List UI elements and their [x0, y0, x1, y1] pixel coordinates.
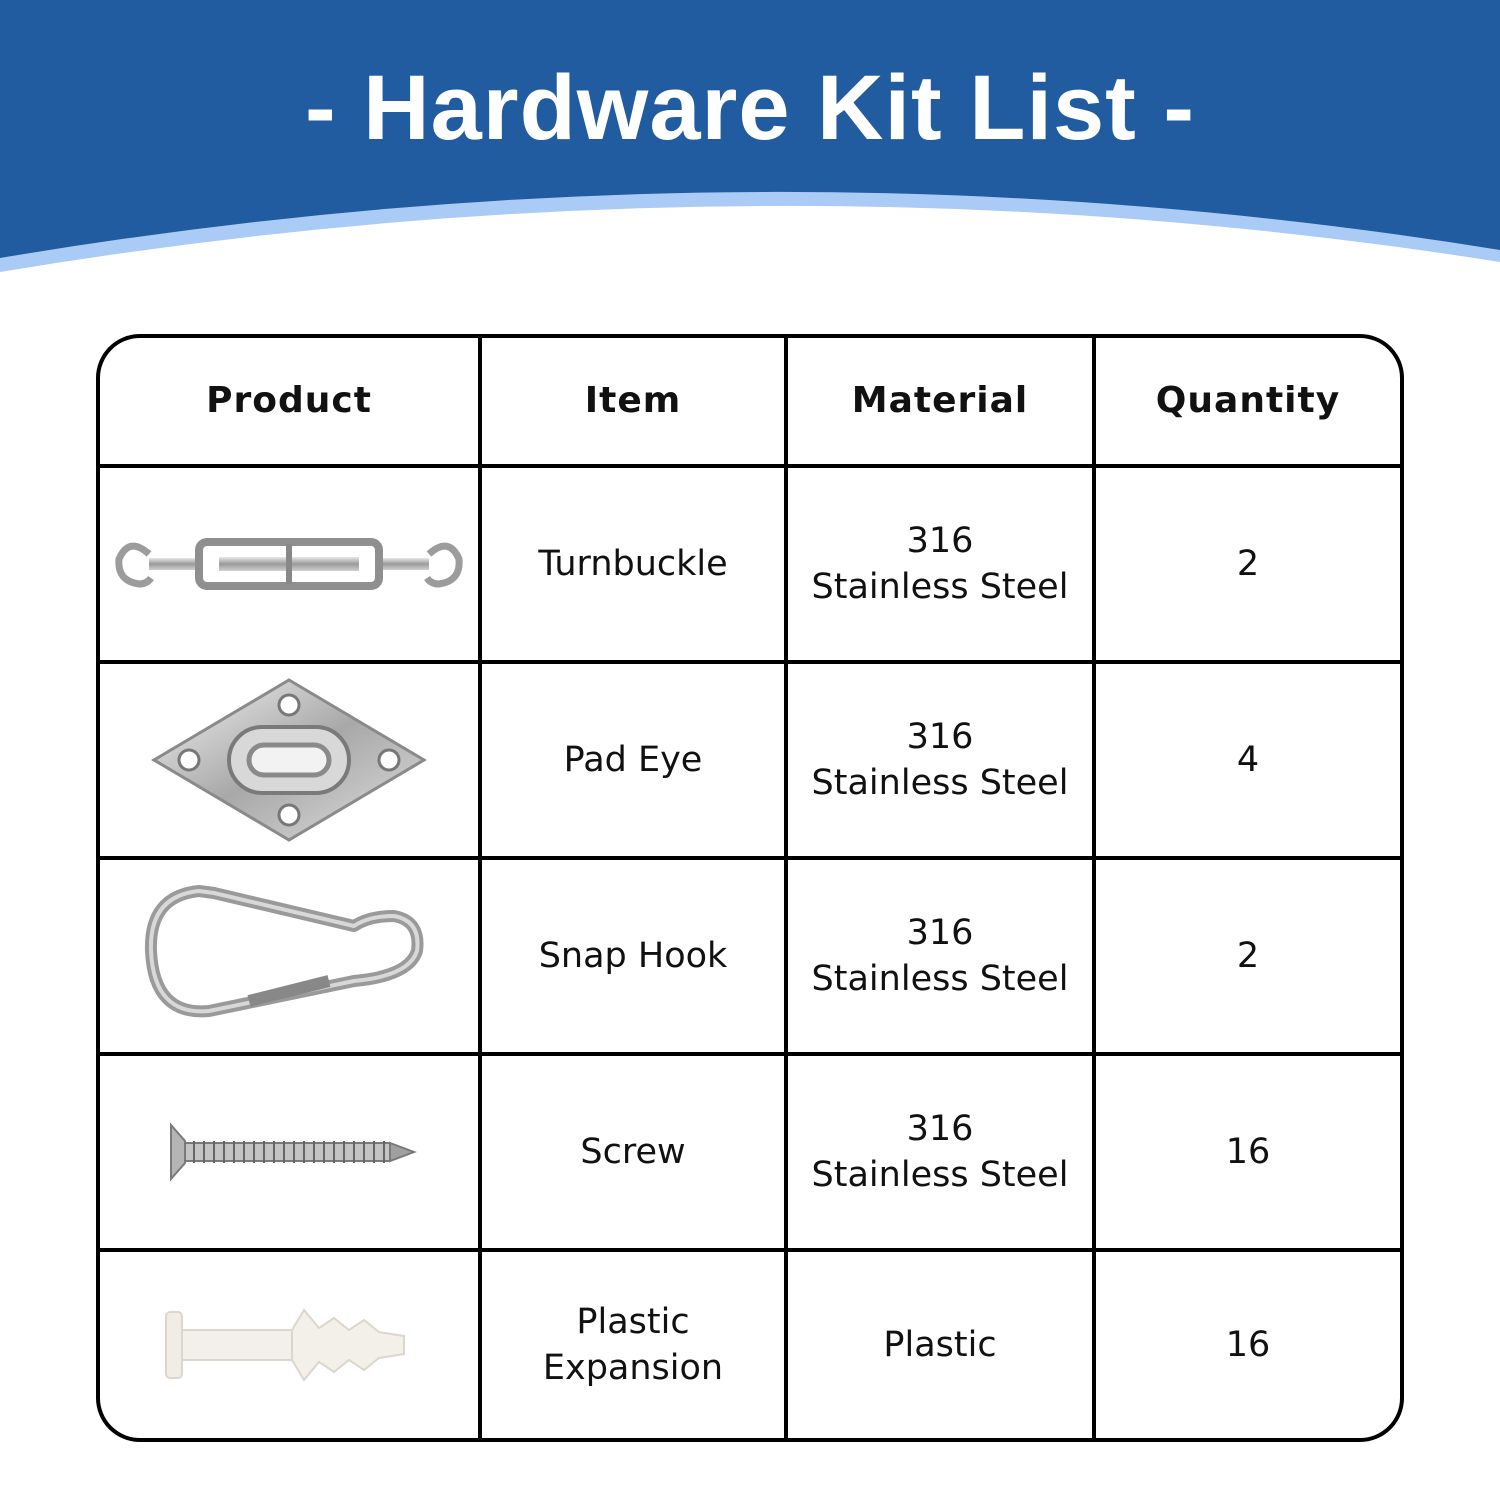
material-grade: 316 [906, 717, 974, 757]
table-row-quantity: 4 [1096, 664, 1400, 860]
material-name: Stainless Steel [811, 1155, 1069, 1195]
column-header-item: Item [482, 338, 788, 468]
screw-icon [149, 1117, 429, 1187]
table-row-quantity: 16 [1096, 1056, 1400, 1252]
material-name: Stainless Steel [811, 959, 1069, 999]
item-name-line2: Expansion [542, 1348, 724, 1388]
plastic-expansion-icon [154, 1300, 424, 1390]
table-row-item: Pad Eye [482, 664, 788, 860]
table-row-product [100, 468, 482, 664]
table-row-item [482, 1252, 788, 1438]
table-row-product [100, 860, 482, 1056]
table-row-material [788, 468, 1096, 664]
column-header-product: Product [100, 338, 482, 468]
table-row-quantity: 16 [1225, 1325, 1271, 1365]
material-name: Stainless Steel [811, 763, 1069, 803]
hardware-table [96, 334, 1404, 1442]
table-row-product [100, 1056, 482, 1252]
snap-hook-icon [139, 881, 439, 1031]
table-row-item: Turnbuckle [482, 468, 788, 664]
material-grade: 316 [906, 1109, 974, 1149]
table-row-quantity: 2 [1096, 860, 1400, 1056]
table-row-item: Snap Hook [482, 860, 788, 1056]
table-row-item: Screw [482, 1056, 788, 1252]
table-row-material [788, 860, 1096, 1056]
material-grade: 316 [906, 913, 974, 953]
table-row-product [100, 1252, 482, 1438]
material-name: Stainless Steel [811, 567, 1069, 607]
table-row-material: Plastic [788, 1252, 1096, 1438]
table-row-quantity: 2 [1096, 468, 1400, 664]
page-title: - Hardware Kit List - [304, 57, 1195, 159]
material-grade: 316 [906, 521, 974, 561]
table-row-material [788, 1056, 1096, 1252]
pad-eye-icon [139, 665, 439, 855]
column-header-material: Material [788, 338, 1096, 468]
column-header-quantity: Quantity [1096, 338, 1400, 468]
turnbuckle-icon [109, 514, 469, 614]
item-name-line1: Plastic [576, 1302, 690, 1342]
table-row-product [100, 664, 482, 860]
table-row-material [788, 664, 1096, 860]
